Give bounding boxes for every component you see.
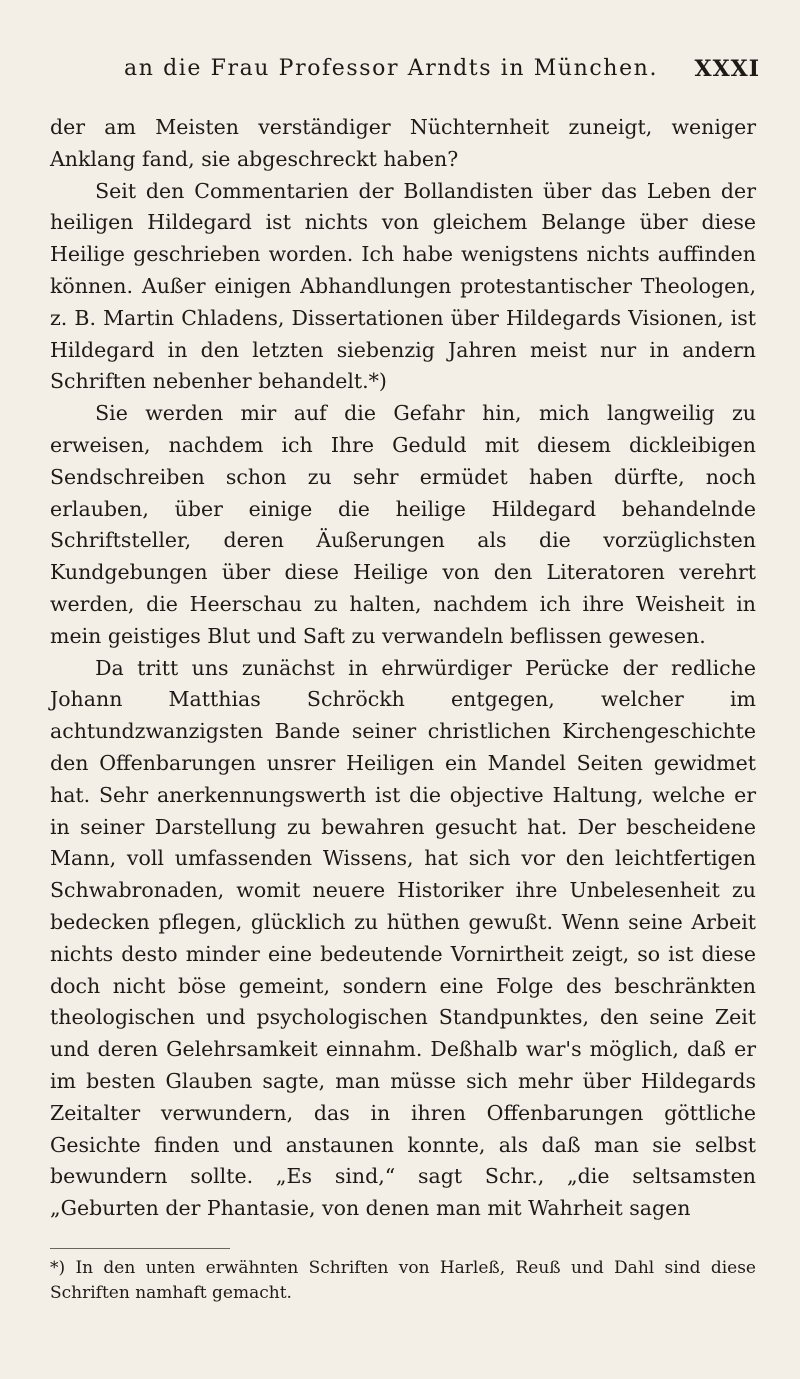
paragraph-schroeckh: Da tritt uns zunächst in ehrwürdiger Perücke der redliche Johann Matthias Schröckh entgegen, welcher im achtundzwanzigsten Bande seiner christlichen Kirchengeschichte den Offenbarungen unsrer Heiligen ein Mandel Seiten gewidmet hat. Sehr anerkennungswerth ist die objective Haltung, welche er in seiner Darstellung zu bewahren gesucht hat. Der bescheidene Mann, voll umfassenden Wissens, hat sich vor den leichtfertigen Schwabronaden, womit neuere Historiker ihre Unbelesenheit zu bedecken pflegen, glücklich zu hüthen gewußt. Wenn seine Arbeit nichts desto minder eine bedeutende Vornirtheit zeigt, so ist diese doch nicht böse gemeint, sondern eine Folge des beschränkten theologischen und psychologischen Standpunktes, den seine Zeit und deren Gelehrsamkeit einnahm. Deßhalb war's möglich, daß er im besten Glauben sagte, man müsse sich mehr über Hildegards Zeitalter verwundern, das in ihren Offenbarungen göttliche Gesichte finden und anstaunen konnte, als daß man sie selbst bewundern sollte. „Es sind,“ sagt Schr., „die seltsamsten „Geburten der Phantasie, von denen man mit Wahrheit sagen: [50, 655, 756, 1221]
paragraph-bollandists: Seit den Commentarien der Bollandisten über das Leben der heiligen Hildegard ist nichts von gleichem Belange über diese Heilige geschrieben worden. Ich habe wenigstens nichts auffinden können. Außer einigen Abhandlungen protestantischer Theologen, z. B. Martin Chladens, Dissertationen über Hildegards Visionen, ist Hildegard in den letzten siebenzig Jahren meist nur in andern Schriften nebenher behandelt.*): [50, 178, 756, 394]
paragraph-continuation: der am Meisten verständiger Nüchternheit zuneigt, weniger Anklang fand, sie abgeschreckt haben?: [50, 115, 756, 171]
body-text: [50, 112, 756, 1225]
running-head: [124, 56, 760, 88]
running-title: an die Frau Professor Arndts in München.: [124, 56, 659, 81]
paragraph-review-intro: Sie werden mir auf die Gefahr hin, mich langweilig zu erweisen, nachdem ich Ihre Geduld mit diesem dickleibigen Sendschreiben schon zu sehr ermüdet haben dürfte, noch erlauben, über einige die heilige Hildegard behandelnde Schriftsteller, deren Äußerungen als die vorzüglichsten Kundgebungen über diese Heilige von den Literatoren verehrt werden, die Heerschau zu halten, nachdem ich ihre Weisheit in mein geistiges Blut und Saft zu verwandeln beflissen gewesen.: [50, 401, 756, 648]
footnote: *) In den unten erwähnten Schriften von Harleß, Reuß und Dahl sind diese Schriften namhaft gemacht.: [50, 1258, 756, 1303]
footnote-divider: [50, 1248, 230, 1249]
page-number: XXXI: [694, 56, 760, 82]
